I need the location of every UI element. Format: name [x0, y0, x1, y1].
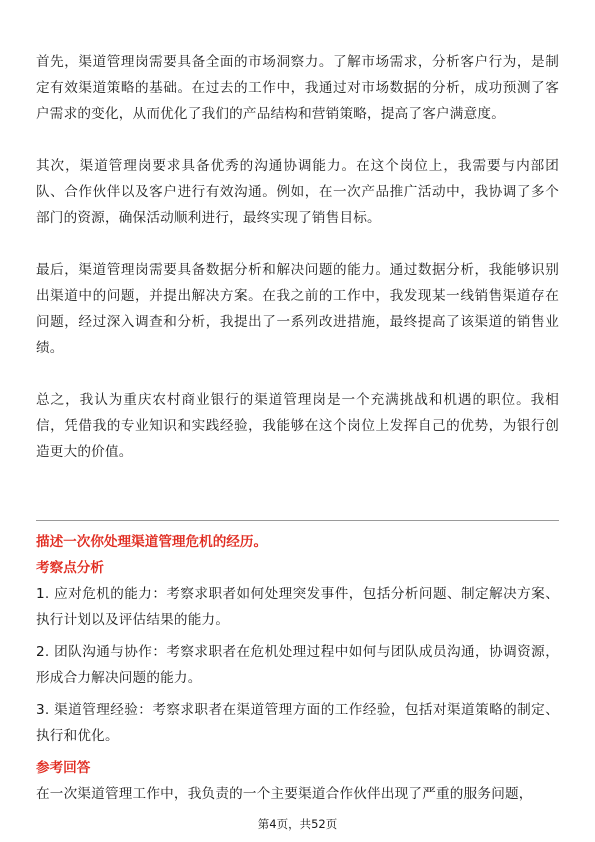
- paragraph-communication: 其次，渠道管理岗要求具备优秀的沟通协调能力。在这个岗位上，我需要与内部团队、合作伙伴以及客户进行有效沟通。例如，在一次产品推广活动中，我协调了多个部门的资源，确保活动顺利进行，最终实现了销售目标。: [36, 158, 559, 226]
- page-footer: 第4页，共52页: [257, 817, 338, 831]
- analysis-point: 1. 应对危机的能力：考察求职者如何处理突发事件，包括分析问题、制定解决方案、执行计划以及评估结果的能力。: [36, 586, 559, 628]
- answer-heading: 参考回答: [36, 760, 91, 776]
- section-divider: [36, 520, 559, 521]
- question-section: [36, 529, 559, 807]
- paragraph-data-analysis: 最后，渠道管理岗需要具备数据分析和解决问题的能力。通过数据分析，我能够识别出渠道中的问题，并提出解决方案。在我之前的工作中，我发现某一线销售渠道存在问题，经过深入调查和分析，我提出了一系列改进措施，最终提高了该渠道的销售业绩。: [36, 262, 559, 356]
- paragraph-market-insight: 首先，渠道管理岗需要具备全面的市场洞察力。了解市场需求，分析客户行为，是制定有效渠道策略的基础。在过去的工作中，我通过对市场数据的分析，成功预测了客户需求的变化，从而优化了我们的产品结构和营销策略，提高了客户满意度。: [36, 54, 559, 122]
- answer-text: 在一次渠道管理工作中，我负责的一个主要渠道合作伙伴出现了严重的服务问题，: [36, 786, 533, 802]
- analysis-heading: 考察点分析: [36, 560, 104, 576]
- question-title: 描述一次你处理渠道管理危机的经历。: [36, 534, 268, 550]
- analysis-point: 3. 渠道管理经验：考察求职者在渠道管理方面的工作经验，包括对渠道策略的制定、执行和优化。: [36, 702, 559, 744]
- body-text: [36, 49, 559, 465]
- analysis-list: [36, 581, 559, 749]
- paragraph-conclusion: 总之，我认为重庆农村商业银行的渠道管理岗是一个充满挑战和机遇的职位。我相信，凭借我的专业知识和实践经验，我能够在这个岗位上发挥自己的优势，为银行创造更大的价值。: [36, 392, 559, 460]
- analysis-point: 2. 团队沟通与协作：考察求职者在危机处理过程中如何与团队成员沟通，协调资源，形成合力解决问题的能力。: [36, 644, 559, 686]
